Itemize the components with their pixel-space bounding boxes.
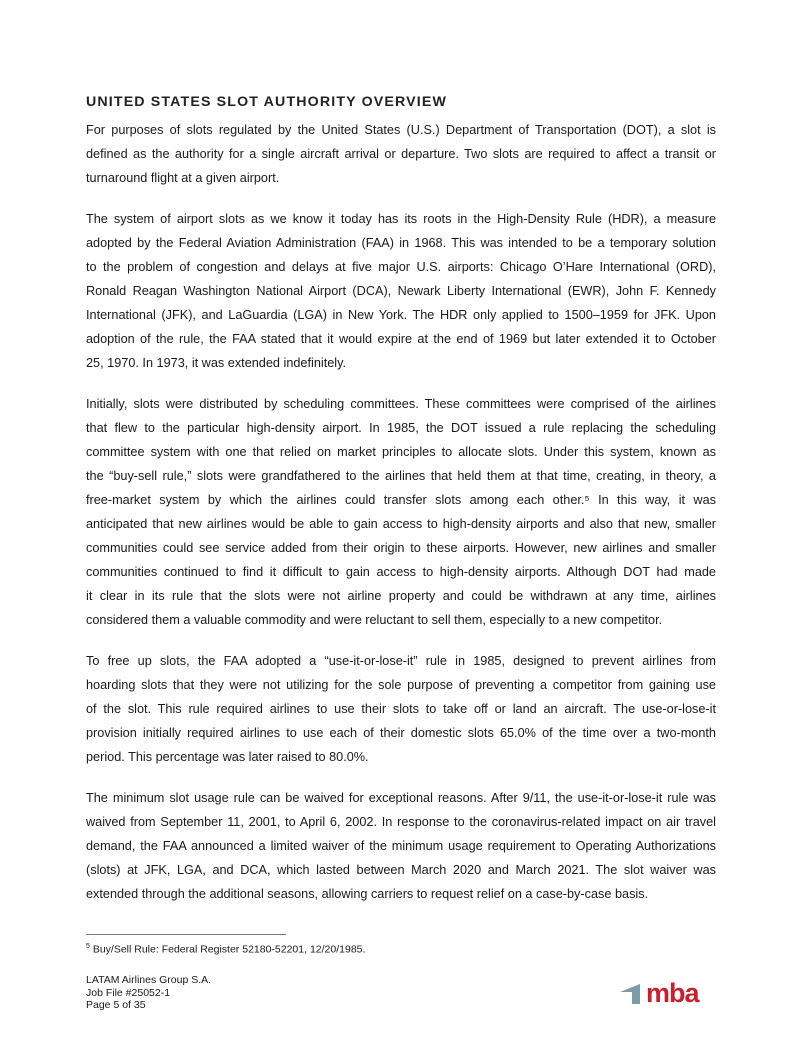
text-line: Initially, slots were distributed by scheduling committees. These committees were comprised of the airlines — [86, 397, 716, 411]
paragraph — [86, 786, 716, 906]
footer-page-number: Page 5 of 35 — [86, 999, 146, 1011]
logo-mark-icon — [620, 984, 640, 1004]
text-line: adopted by the Federal Aviation Administration (FAA) in 1968. This was intended to be a temporary solution — [86, 236, 716, 250]
text-line: communities could see service added from their origin to these airports. However, new airlines and smaller — [86, 541, 716, 555]
footnote-number: 5 — [86, 943, 90, 950]
footnote — [86, 943, 365, 956]
text-line: that flew to the particular high-density airport. In 1985, the DOT issued a rule replacing the scheduling — [86, 421, 716, 435]
paragraph — [86, 207, 716, 375]
paragraph — [86, 392, 716, 632]
text-line: communities continued to find it difficult to gain access to high-density airports. Although DOT had made — [86, 565, 716, 579]
text-line: the “buy-sell rule,” slots were grandfathered to the airlines that held them at that time, creating, in theory, a — [86, 469, 716, 483]
text-line: extended through the additional seasons, allowing carriers to request relief on a case-by-case basis. — [86, 887, 649, 901]
footnote-text: Buy/Sell Rule: Federal Register 52180-52201, 12/20/1985. — [89, 943, 366, 956]
svg-text:mba: mba — [646, 978, 699, 1006]
text-line: committee system with one that relied on market principles to allocate slots. Under this system, known as — [86, 445, 716, 459]
text-line: (slots) at JFK, LGA, and DCA, which lasted between March 2020 and March 2021. The slot waiver was — [86, 863, 716, 877]
text-line: International (JFK), and LaGuardia (LGA) in New York. The HDR only applied to 1500–1959 for JFK. Upon — [86, 308, 716, 322]
text-line: it clear in its rule that the slots were not airline property and could be withdrawn at any time, airlines — [86, 589, 716, 603]
text-line: free-market system by which the airlines could transfer slots among each other.⁵ In this way, it was — [86, 493, 716, 507]
document-body — [86, 118, 716, 923]
text-line: of the slot. This rule required airlines to use their slots to take off or land an aircraft. The use-or-lose-it — [86, 702, 716, 716]
text-line: anticipated that new airlines would be able to gain access to high-density airports and also that new, smaller — [86, 517, 716, 531]
text-line: The system of airport slots as we know it today has its roots in the High-Density Rule (HDR), a measure — [86, 212, 716, 226]
text-line: 25, 1970. In 1973, it was extended indefinitely. — [86, 356, 347, 370]
text-line: To free up slots, the FAA adopted a “use-it-or-lose-it” rule in 1985, designed to prevent airlines from — [86, 654, 716, 668]
text-line: turnaround flight at a given airport. — [86, 171, 280, 185]
paragraph — [86, 649, 716, 769]
text-line: defined as the authority for a single aircraft arrival or departure. Two slots are required to affect a transit or — [86, 147, 716, 161]
footer-company: LATAM Airlines Group S.A. — [86, 974, 212, 986]
text-line: provision initially required airlines to use each of their domestic slots 65.0% of the time over a two-month — [86, 726, 716, 740]
text-line: The minimum slot usage rule can be waived for exceptional reasons. After 9/11, the use-it-or-lose-it rule was — [86, 791, 716, 805]
footnote-divider — [86, 934, 286, 935]
text-line: considered them a valuable commodity and were reluctant to sell them, especially to a new competitor. — [86, 613, 663, 627]
text-line: to the problem of congestion and delays at five major U.S. airports: Chicago O’Hare International (ORD), — [86, 260, 716, 274]
section-heading: UNITED STATES SLOT AUTHORITY OVERVIEW — [86, 94, 447, 110]
text-line: demand, the FAA announced a limited waiver of the minimum usage requirement to Operating Authorizations — [86, 839, 716, 853]
footer-job-file: Job File #25052-1 — [86, 986, 171, 999]
text-line: waived from September 11, 2001, to April 6, 2002. In response to the coronavirus-related impact on air travel — [86, 815, 716, 829]
page-footer — [86, 974, 211, 1012]
text-line: Ronald Reagan Washington National Airport (DCA), Newark Liberty International (EWR), John F. Kennedy — [86, 284, 716, 298]
paragraph — [86, 118, 716, 190]
text-line: hoarding slots that they were not utilizing for the sole purpose of preventing a competitor from gaining use — [86, 678, 716, 692]
text-line: period. This percentage was later raised to 80.0%. — [86, 750, 369, 764]
text-line: For purposes of slots regulated by the United States (U.S.) Department of Transportation (DOT), a slot is — [86, 123, 716, 137]
text-line: adoption of the rule, the FAA stated that it would expire at the end of 1969 but later extended it to October — [86, 332, 716, 346]
mba-logo — [618, 978, 718, 1011]
